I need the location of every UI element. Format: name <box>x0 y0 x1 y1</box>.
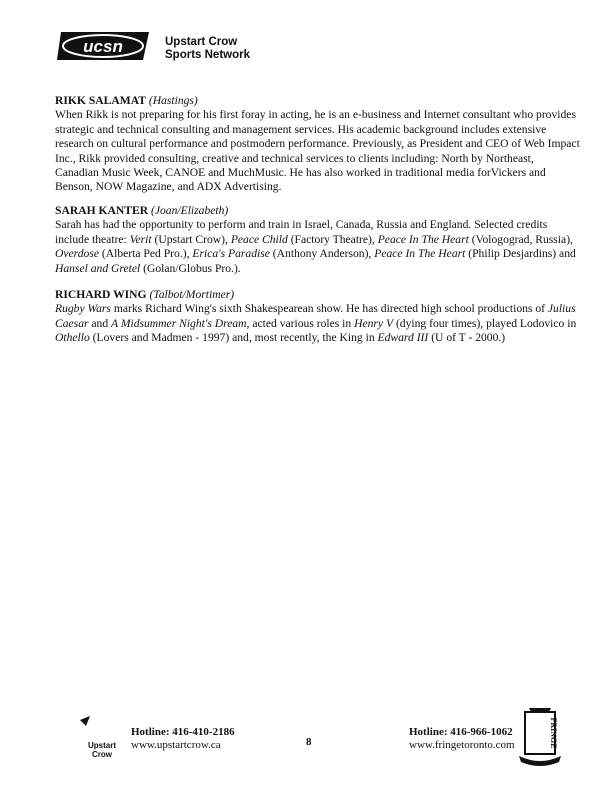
upstart-url[interactable]: www.upstartcrow.ca <box>131 739 221 751</box>
work-title: Erica's Paradise <box>192 247 270 261</box>
page-header <box>55 28 555 68</box>
bio-text-segment: Sarah has had the opportunity to perform and train in Israel, Canada, Russia and England. Selected credits include theatre: <box>55 218 548 246</box>
ucsn-logo-text: ucsn <box>83 37 123 56</box>
work-title: Julius Caesar <box>55 302 576 330</box>
bio-text <box>55 218 580 276</box>
bio-name: RIKK SALAMAT <box>55 94 146 107</box>
work-title: Verit <box>129 232 152 246</box>
bio-role: (Joan/Elizabeth) <box>151 204 229 217</box>
work-title: Othello <box>55 331 90 345</box>
org-name <box>165 36 250 62</box>
bio-sarah-kanter <box>55 204 580 276</box>
bio-text-segment: (Vologograd, Russia), <box>468 232 573 246</box>
bio-role: (Talbot/Mortimer) <box>149 288 235 301</box>
org-name-line2: Sports Network <box>165 49 250 61</box>
fringe-url[interactable]: www.fringetoronto.com <box>409 739 515 751</box>
bio-heading <box>55 288 580 302</box>
bio-text-segment: (Upstart Crow), <box>151 232 231 246</box>
bio-rikk-salamat <box>55 94 580 195</box>
bio-text-segment: (Factory Theatre), <box>287 232 378 246</box>
bio-heading <box>55 204 580 218</box>
upstart-crow-logo <box>54 708 124 768</box>
bio-text-segment: , acted various roles in <box>246 316 355 330</box>
bio-role: (Hastings) <box>148 94 198 107</box>
bio-name: RICHARD WING <box>55 288 147 301</box>
upstart-crow-logo-line1: Upstart <box>88 741 117 750</box>
bio-text-segment: (Anthony Anderson), <box>269 247 375 261</box>
fringe-hotline: Hotline: 416-966-1062 <box>409 726 513 738</box>
work-title: Peace In The Heart <box>377 232 469 246</box>
bio-text-segment: (dying four times), played Lodovico in <box>393 316 577 330</box>
bio-text-segment: marks Richard Wing's sixth Shakespearean show. He has directed high school productions of <box>110 302 548 316</box>
bio-text-segment: (Golan/Globus Pro.). <box>140 261 241 275</box>
work-title: Hansel and Gretel <box>55 261 141 275</box>
bio-heading <box>55 94 580 108</box>
bio-text <box>55 302 580 345</box>
org-name-line1: Upstart Crow <box>165 36 238 48</box>
fringe-contact <box>409 726 515 752</box>
fringe-festival-logo <box>515 702 565 770</box>
ucsn-logo <box>55 28 155 64</box>
work-title: Peace Child <box>230 232 288 246</box>
upstart-hotline: Hotline: 416-410-2186 <box>131 726 235 738</box>
upstart-contact <box>131 726 235 752</box>
bio-text-segment: (Alberta Ped Pro.), <box>99 247 193 261</box>
bio-text-segment: (Philip Desjardins) and <box>465 247 576 261</box>
work-title: Edward III <box>377 331 429 345</box>
fringe-logo-text: FRINGE <box>549 717 558 749</box>
bio-text-segment: (Lovers and Madmen - 1997) and, most recently, the King in <box>89 331 378 345</box>
bio-text-segment: and <box>88 316 112 330</box>
work-title: Rugby Wars <box>55 302 111 316</box>
bio-text-segment: (U of T - 2000.) <box>428 331 506 345</box>
upstart-crow-logo-line2: Crow <box>92 750 112 759</box>
page-number: 8 <box>306 736 312 748</box>
bio-name: SARAH KANTER <box>55 204 149 217</box>
bio-text: When Rikk is not preparing for his first foray in acting, he is an e-business and Internet consultant who provides strategic and technical consulting and management services. His academic background includes extensive research on cultural performance and postmodern performance. Previously, as President and CEO of Web Impact Inc., Rikk provided consulting, creative and technical services to clients including: North by Northeast, Canadian Music Week, CANOE and MuchMusic. He has also worked in traditional media forVickers and Benson, NOW Magazine, and ADX Advertising. <box>55 108 580 194</box>
work-title: A Midsummer Night's Dream <box>111 316 247 330</box>
bio-richard-wing <box>55 288 580 346</box>
page-footer <box>0 690 616 790</box>
work-title: Peace In The Heart <box>374 247 466 261</box>
work-title: Henry V <box>354 316 394 330</box>
work-title: Overdose <box>55 247 99 261</box>
